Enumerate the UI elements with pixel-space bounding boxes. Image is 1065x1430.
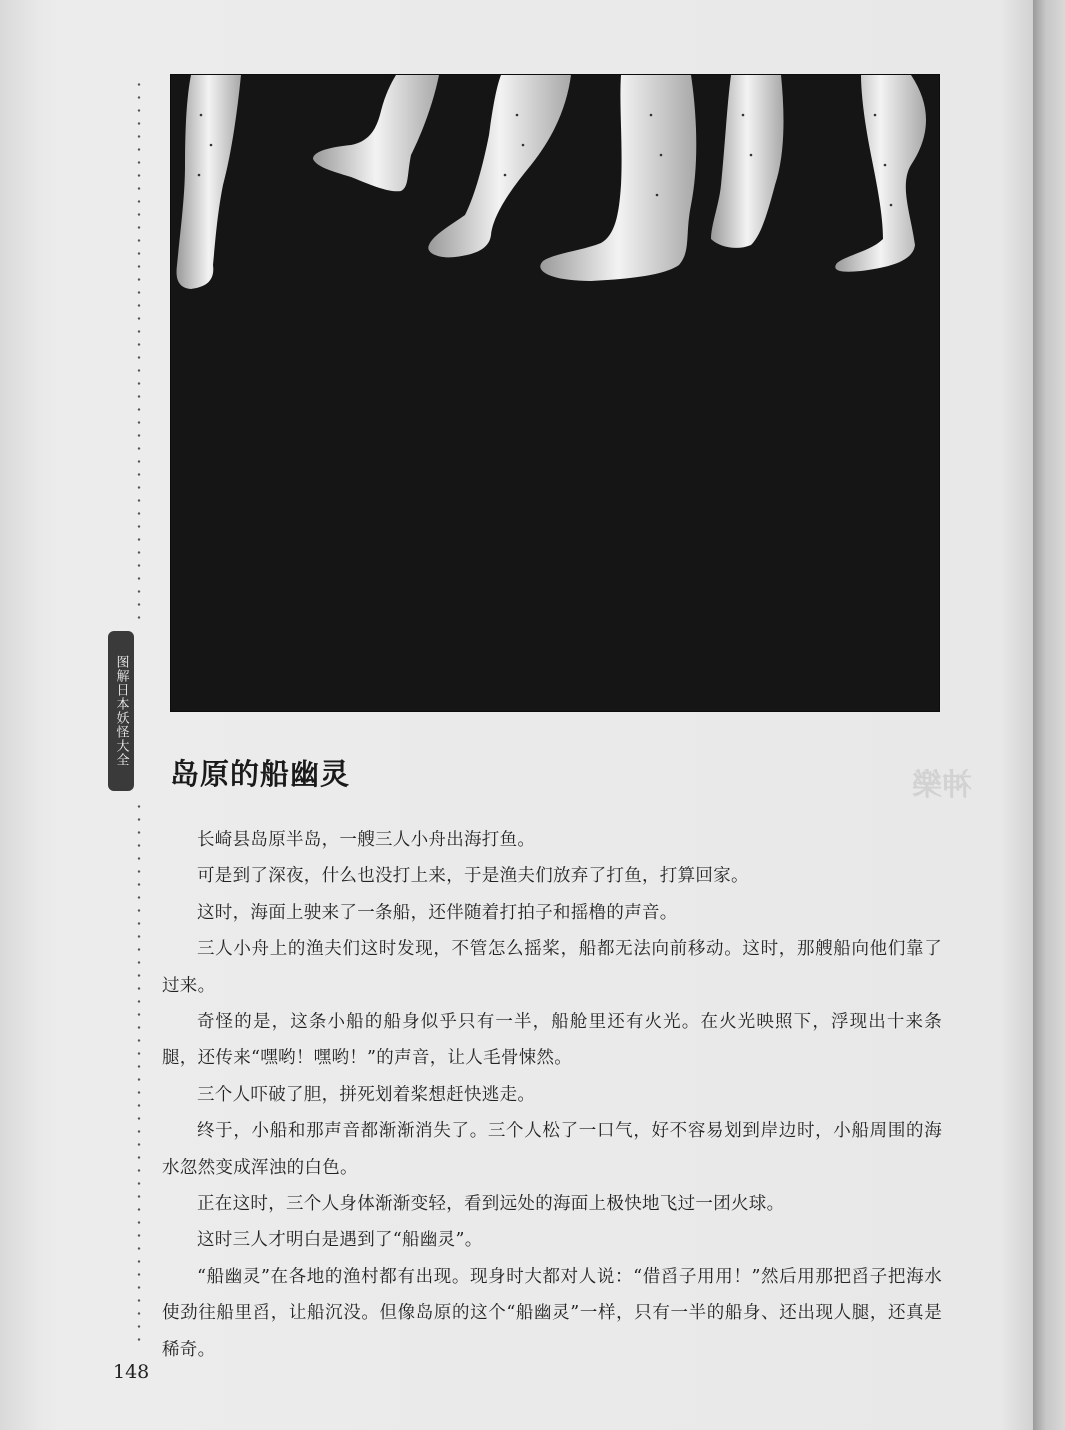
paragraph: 三人小舟上的渔夫们这时发现，不管怎么摇桨，船都无法向前移动。这时，那艘船向他们靠了过来。: [162, 939, 942, 996]
dotted-margin-rule-bottom: [137, 800, 141, 1345]
paragraph: 奇怪的是，这条小船的船身似乎只有一半，船舱里还有火光。在火光映照下，浮现出十来条腿，还传来“嘿哟！嘿哟！”的声音，让人毛骨悚然。: [162, 1012, 942, 1069]
dotted-margin-rule-top: [137, 78, 141, 628]
book-series-tab: 图解日本妖怪大全: [108, 631, 134, 791]
paragraph: 可是到了深夜，什么也没打上来，于是渔夫们放弃了打鱼，打算回家。: [197, 866, 749, 887]
paragraph: 这时，海面上驶来了一条船，还伴随着打拍子和摇橹的声音。: [197, 902, 678, 923]
page-number: 148: [113, 1361, 150, 1383]
paragraph: 长崎县岛原半岛，一艘三人小舟出海打鱼。: [197, 830, 536, 850]
bleed-through-text: 神樂: [912, 768, 972, 803]
paragraph: “船幽灵”在各地的渔村都有出现。现身时大都对人说：“借舀子用用！”然后用那把舀子把海水使劲往船里舀，让船沉没。但像岛原的这个“船幽灵”一样，只有一半的船身、还出现人腿，还真是稀奇。: [162, 1266, 942, 1360]
section-title: 岛原的船幽灵: [170, 757, 351, 791]
paragraph: 终于，小船和那声音都渐渐消失了。三个人松了一口气，好不容易划到岸边时，小船周围的海水忽然变成浑浊的白色。: [162, 1121, 942, 1178]
paragraph: 这时三人才明白是遇到了“船幽灵”。: [197, 1230, 483, 1251]
paragraph: 三个人吓破了胆，拼死划着桨想赶快逃走。: [197, 1084, 536, 1105]
paragraph: 正在这时，三个人身体渐渐变轻，看到远处的海面上极快地飞过一团火球。: [197, 1194, 785, 1215]
illustration-legs: [170, 74, 940, 712]
page-edge-shadow: [1033, 0, 1065, 1430]
body-text: [162, 822, 942, 1368]
legs-illustration-svg: [171, 75, 939, 711]
